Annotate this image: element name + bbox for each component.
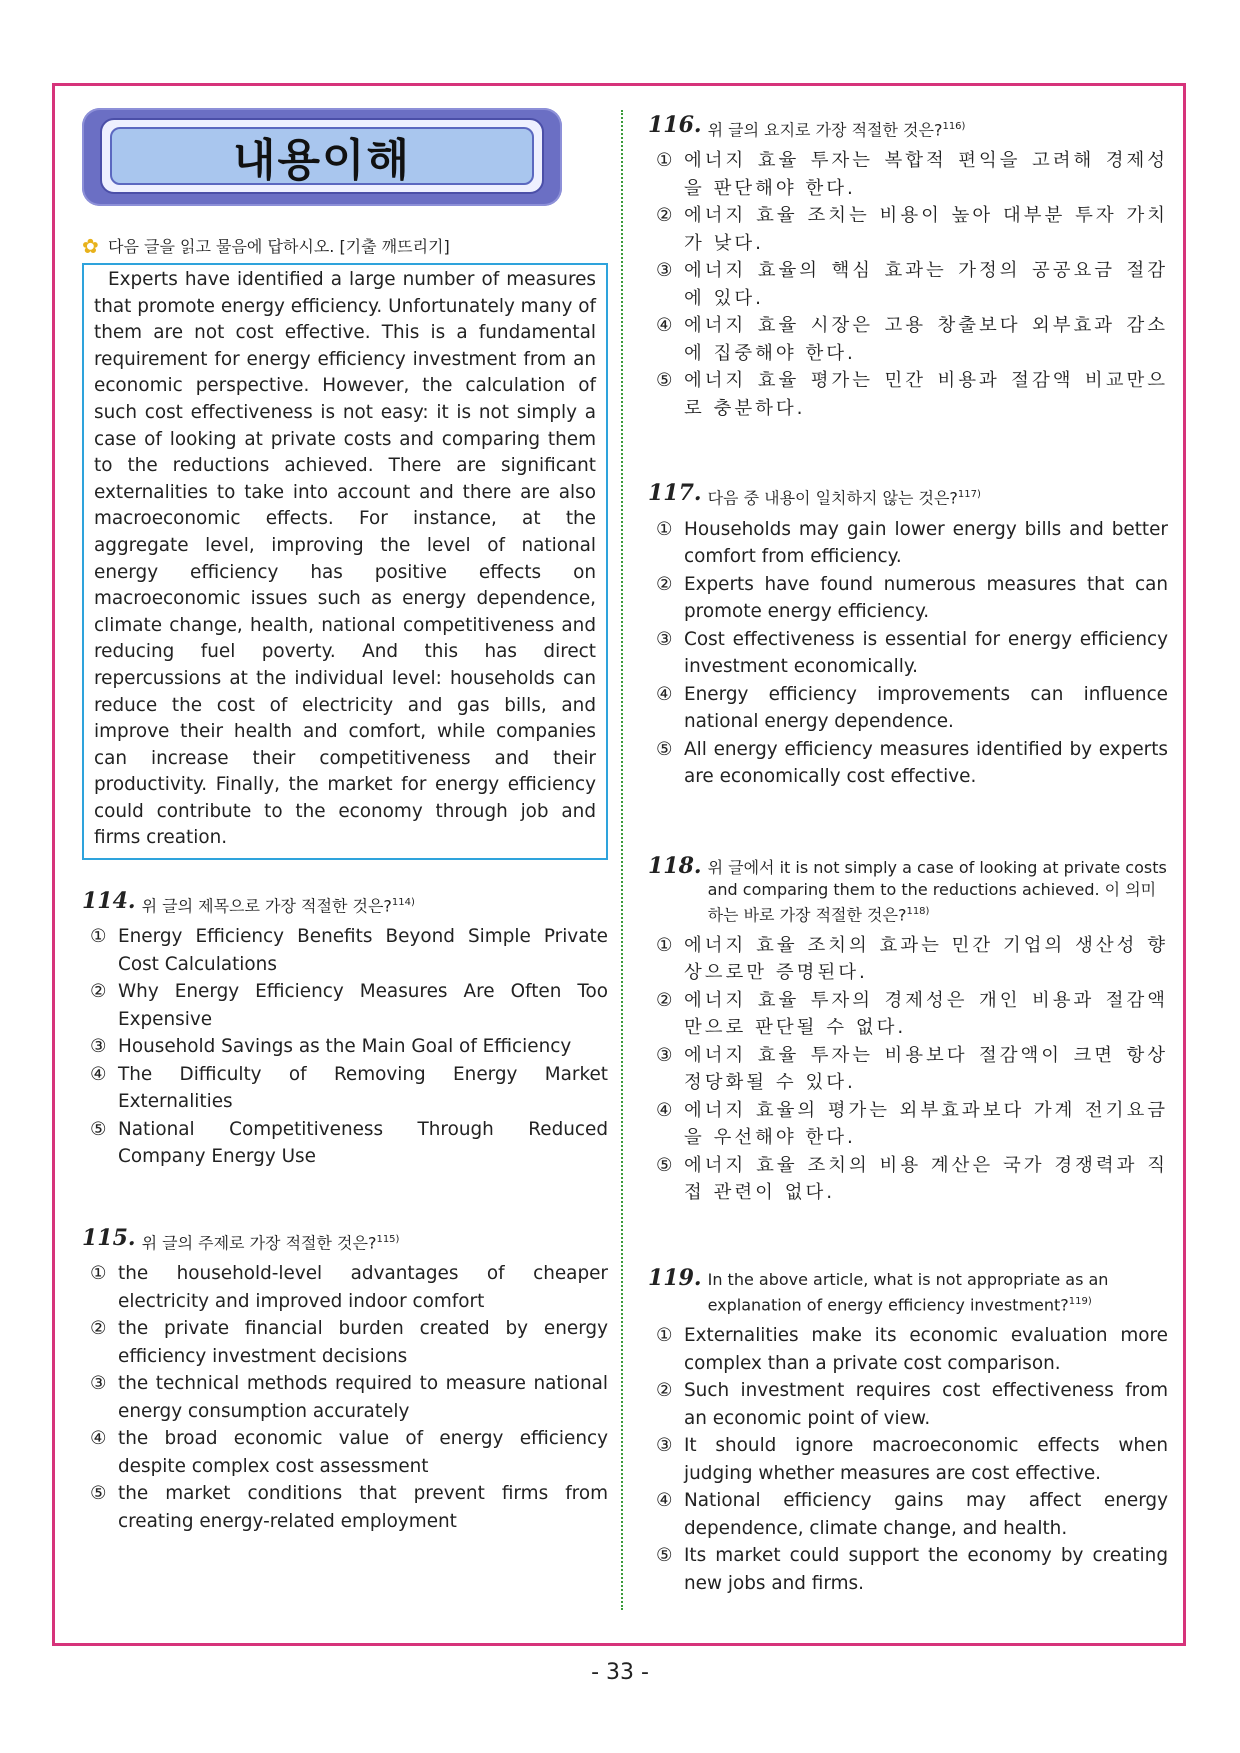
question-number: 116.	[648, 112, 702, 138]
flower-icon: ✿	[82, 233, 99, 258]
option-item[interactable]: ⑤ Its market could support the economy by creating new jobs and firms.	[656, 1545, 1168, 1594]
question-119	[648, 1264, 1168, 1597]
section-title: 내용이해	[232, 135, 411, 186]
question-number: 119.	[648, 1264, 702, 1291]
question-ref: 116)	[942, 121, 966, 132]
option-item[interactable]: ⑤ All energy efficiency measures identified by experts are economically cost effective.	[656, 738, 1168, 788]
question-text: 위 글에서 it is not simply a case of looking at private costs and comparing them to the reductions achieved. 이 의미하는 바로 가장 적절한 것은?	[707, 857, 1167, 924]
option-item[interactable]: ⑤ 에너지 효율 평가는 민간 비용과 절감액 비교만으로 충분하다.	[656, 370, 1168, 419]
options-list	[648, 516, 1168, 791]
option-item[interactable]: ② 에너지 효율 투자의 경제성은 개인 비용과 절감액만으로 판단될 수 없다.	[656, 989, 1168, 1039]
option-item[interactable]: ① Externalities make its economic evaluation more complex than a private cost comparison.	[656, 1325, 1168, 1374]
option-item[interactable]: ① 에너지 효율 투자는 복합적 편익을 고려해 경제성을 판단해야 한다.	[656, 150, 1168, 199]
question-number: 114.	[82, 888, 136, 915]
question-117	[648, 482, 1168, 790]
instruction-text: 다음 글을 읽고 물음에 답하시오. [기출 깨뜨리기]	[108, 237, 450, 256]
section-title-badge	[82, 108, 562, 206]
question-text: 위 글의 제목으로 가장 적절한 것은?	[141, 896, 392, 916]
option-item[interactable]: ① Energy Efficiency Benefits Beyond Simple Private Cost Calculations	[90, 926, 608, 975]
option-item[interactable]: ④ National efficiency gains may affect energy dependence, climate change, and health.	[656, 1490, 1168, 1539]
question-text: 다음 중 내용이 일치하지 않는 것은?	[707, 488, 958, 508]
question-116	[648, 114, 1168, 422]
option-item[interactable]: ⑤ 에너지 효율 조치의 비용 계산은 국가 경쟁력과 직접 관련이 없다.	[656, 1154, 1168, 1204]
option-item[interactable]: ③ 에너지 효율 투자는 비용보다 절감액이 크면 항상 정당화될 수 있다.	[656, 1044, 1168, 1094]
question-ref: 115)	[376, 1233, 400, 1245]
option-item[interactable]: ④ Energy efficiency improvements can influence national energy dependence.	[656, 683, 1168, 733]
option-item[interactable]: ① the household-level advantages of cheaper electricity and improved indoor comfort	[90, 1263, 608, 1312]
options-list	[82, 923, 608, 1171]
option-item[interactable]: ④ the broad economic value of energy efficiency despite complex cost assessment	[90, 1428, 608, 1477]
question-114	[82, 890, 608, 1171]
question-text: In the above article, what is not appropriate as an explanation of energy efficiency investment?	[707, 1269, 1109, 1315]
question-text: 위 글의 요지로 가장 적절한 것은?	[707, 120, 943, 140]
question-number: 115.	[82, 1224, 136, 1251]
option-item[interactable]: ② 에너지 효율 조치는 비용이 높아 대부분 투자 가치가 낮다.	[656, 205, 1168, 254]
question-ref: 114)	[391, 897, 415, 909]
option-item[interactable]: ② the private financial burden created by energy efficiency investment decisions	[90, 1318, 608, 1367]
option-item[interactable]: ② Experts have found numerous measures that can promote energy efficiency.	[656, 573, 1168, 623]
left-column	[82, 108, 608, 1535]
option-item[interactable]: ④ 에너지 효율의 평가는 외부효과보다 가계 전기요금을 우선해야 한다.	[656, 1099, 1168, 1149]
passage-box: Experts have identified a large number of measures that promote energy efficiency. Unfortunately many of them are not cost effective. This is a fundamental requirement for energy efficiency investment from an economic perspective. However, the calculation of such cost effectiveness is not easy: it is not simply a case of looking at private costs and comparing them to the reductions achieved. There are significant externalities to take into account and there are also macroeconomic effects. For instance, at the aggregate level, improving the level of national energy efficiency has positive effects on macroeconomic issues such as energy dependence, climate change, health, national competitiveness and reducing fuel poverty. And this has direct repercussions at the individual level: households can reduce the cost of electricity and gas bills, and improve their health and comfort, while companies can increase their competitiveness and their productivity. Finally, the market for energy efficiency could contribute to the economy through job and firms creation.	[82, 263, 608, 860]
page-number: - 33 -	[591, 1660, 649, 1685]
option-item[interactable]: ⑤ the market conditions that prevent firms from creating energy-related employment	[90, 1483, 608, 1532]
option-item[interactable]: ② Such investment requires cost effectiveness from an economic point of view.	[656, 1380, 1168, 1429]
question-118	[648, 852, 1168, 1207]
question-ref: 117)	[957, 489, 981, 501]
option-item[interactable]: ⑤ National Competitiveness Through Reduced Company Energy Use	[90, 1118, 608, 1168]
question-text: 위 글의 주제로 가장 적절한 것은?	[141, 1233, 377, 1253]
question-number: 117.	[648, 480, 702, 507]
option-item[interactable]: ③ Household Savings as the Main Goal of Efficiency	[90, 1036, 572, 1058]
question-ref: 119)	[1068, 1295, 1092, 1307]
option-item[interactable]: ① Households may gain lower energy bills and better comfort from efficiency.	[656, 518, 1168, 568]
question-115	[82, 1224, 608, 1535]
right-column	[648, 114, 1168, 1597]
option-item[interactable]: ③ Cost effectiveness is essential for energy efficiency investment economically.	[656, 628, 1168, 678]
option-item[interactable]: ③ It should ignore macroeconomic effects when judging whether measures are cost effective.	[656, 1435, 1168, 1484]
options-list	[648, 932, 1168, 1207]
instruction	[82, 234, 608, 257]
column-divider	[621, 110, 623, 1610]
options-list	[648, 147, 1168, 422]
options-list	[648, 1322, 1168, 1597]
option-item[interactable]: ③ the technical methods required to measure national energy consumption accurately	[90, 1373, 608, 1422]
question-ref: 118)	[906, 905, 930, 917]
option-item[interactable]: ① 에너지 효율 조치의 효과는 민간 기업의 생산성 향상으로만 증명된다.	[656, 934, 1168, 984]
option-item[interactable]: ② Why Energy Efficiency Measures Are Often Too Expensive	[90, 981, 608, 1030]
option-item[interactable]: ④ 에너지 효율 시장은 고용 창출보다 외부효과 감소에 집중해야 한다.	[656, 315, 1168, 364]
option-item[interactable]: ④ The Difficulty of Removing Energy Market Externalities	[90, 1063, 608, 1113]
question-number: 118.	[648, 852, 702, 879]
option-item[interactable]: ③ 에너지 효율의 핵심 효과는 가정의 공공요금 절감에 있다.	[656, 260, 1168, 309]
options-list	[82, 1260, 608, 1535]
